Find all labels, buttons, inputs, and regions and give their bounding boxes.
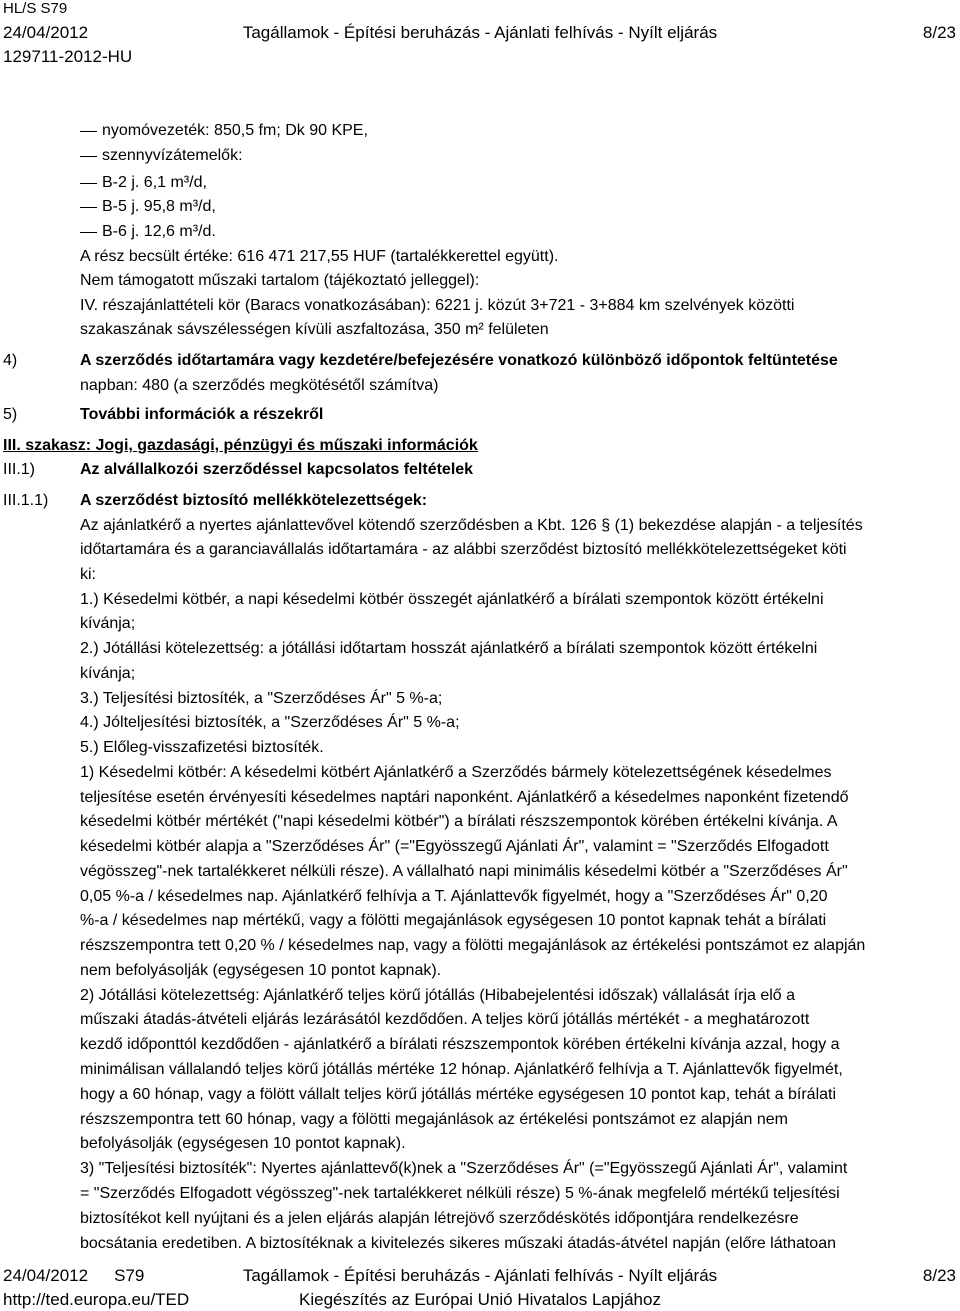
publication-badge: HL/S S79 xyxy=(3,0,68,17)
header-date: 24/04/2012 xyxy=(3,23,89,42)
text-line: bocsátania eredetiben. A biztosítéknak a kivitelezés sikeres műszaki átadás-átvétel napján (előre láthatoan xyxy=(80,1235,836,1252)
text-line: késedelmi kötbér mértékét ("napi késedelmi kötbér") a bírálati részszempontok körében értékelni kívánja. A xyxy=(80,813,838,830)
text-line: 2) Jótállási kötelezettség: Ajánlatkérő teljes körű jótállás (Hibabejelentési időszak) vállalását írja elő a xyxy=(80,987,796,1004)
text-line: 0,05 %-a / késedelmes nap. Ajánlatkérő felhívja a T. Ajánlattevők figyelmét, hogy a "Szerződéses Ár" 0,20 xyxy=(80,888,828,905)
list-item: B-5 j. 95,8 m³/d, xyxy=(102,198,216,215)
text-line: teljesítése esetén érvényesíti késedelmes naptári naponként. Ajánlatkérő a késedelmes naponként fizetendő xyxy=(80,789,849,806)
footer-date-text: 24/04/2012 xyxy=(3,1266,89,1285)
text-line: késedelmi kötbér alapja a "Szerződéses Ár" (="Egyösszegű Ajánlati Ár", valamint = "Szerződés Elfogadott xyxy=(80,838,829,855)
text-line: %-a / késedelmes nap mértékű, vagy a fölötti megajánlások egységesen 10 pontot kapnak tehát a bírálati xyxy=(80,912,827,929)
text-line: 3) "Teljesítési biztosíték": Nyertes ajánlattevő(k)nek a "Szerződéses Ár" (="Egyösszegű Ajánlati Ár", valamint xyxy=(80,1160,848,1177)
dash-marker xyxy=(80,232,97,233)
text-line: hogy a 60 hónap, vagy a fölött vállalt teljes körű jótállás mértéke egységesen 10 pontot kap, tehát a bírálati xyxy=(80,1086,837,1103)
item-heading: További információk a részekről xyxy=(80,406,324,423)
text-line: kívánja; xyxy=(80,615,136,632)
text-line: részszempontra tett 0,20 % / késedelmes nap, vagy a fölötti megajánlások az értékelési pontszámot ez alapján xyxy=(80,937,866,954)
text-line: műszaki átadás-átvételi eljárás lezárásától kezdődően. A teljes körű jótállás mértékét - a meghatározott xyxy=(80,1011,810,1028)
header-page-number: 8/23 xyxy=(922,23,956,42)
section-heading: III. szakasz: Jogi, gazdasági, pénzügyi és műszaki információk xyxy=(3,437,478,454)
text-line: IV. részajánlattételi kör (Baracs vonatkozásában): 6221 j. közút 3+721 - 3+884 km szelvények közötti xyxy=(80,297,795,314)
text-line: ki: xyxy=(80,566,96,583)
header-top-row xyxy=(0,0,960,20)
text-line: A rész becsült értéke: 616 471 217,55 HUF (tartalékkerettel együtt). xyxy=(80,248,559,265)
dash-marker xyxy=(80,156,97,157)
header-row xyxy=(0,22,960,44)
subsection-number: III.1) xyxy=(3,461,36,478)
footer-title: Tagállamok - Építési beruházás - Ajánlati felhívás - Nyílt eljárás xyxy=(242,1266,718,1285)
text-line: biztosítékot kell nyújtani és a jelen eljárás alapján létrejövő szerződéskötés időpontjára rendelkezésre xyxy=(80,1210,799,1227)
text-line: 4.) Jólteljesítési biztosíték, a "Szerződéses Ár" 5 %-a; xyxy=(80,714,460,731)
text-line: kívánja; xyxy=(80,665,136,682)
text-line: nem befolyásolják (egységesen 10 pontot kapnak). xyxy=(80,962,442,979)
text-line: Nem támogatott műszaki tartalom (tájékoztató jelleggel): xyxy=(80,272,480,289)
footer-publisher: Kiegészítés az Európai Unió Hivatalos Lapjához xyxy=(299,1290,661,1309)
item-number: 5) xyxy=(3,406,18,423)
list-item: nyomóvezeték: 850,5 fm; Dk 90 KPE, xyxy=(102,122,368,139)
footer-row xyxy=(0,1265,960,1287)
dash-marker xyxy=(80,183,97,184)
text-line: befolyásolják (egységesen 10 pontot kapnak). xyxy=(80,1135,406,1152)
item-heading: A szerződés időtartamára vagy kezdetére/befejezésére vonatkozó különböző időpontok feltüntetése xyxy=(80,352,838,369)
text-line: végösszeg"-nek tartalékkeret nélküli része). A vállalható napi minimális késedelmi kötbér a "Szerződéses Ár" xyxy=(80,863,848,880)
subsection-number: III.1.1) xyxy=(3,492,49,509)
text-line: = "Szerződés Elfogadott végösszeg"-nek tartalékkeret nélküli része) 5 %-ának megfelelő mértékű teljesítési xyxy=(80,1185,840,1202)
subsection-heading: A szerződést biztosító mellékkötelezettségek: xyxy=(80,492,428,509)
text-line: részszempontra tett 60 hónap, vagy a fölötti megajánlások az értékelési pontszámot ez alapján nem xyxy=(80,1111,788,1128)
dash-marker xyxy=(80,207,97,208)
footer-series: S79 xyxy=(114,1266,145,1285)
text-line: 5.) Előleg-visszafizetési biztosíték. xyxy=(80,739,324,756)
list-item: B-6 j. 12,6 m³/d. xyxy=(102,223,216,240)
subsection-heading: Az alvállalkozói szerződéssel kapcsolatos feltételek xyxy=(80,461,474,478)
text-line: kezdő időponttól kezdődően - ajánlatkérő a bírálati részszempontok körében értékelni kívánja azzal, hogy a xyxy=(80,1036,840,1053)
text-line: szakaszának sávszélességen kívüli aszfaltozása, 350 m² felületen xyxy=(80,321,549,338)
footer-page-number: 8/23 xyxy=(922,1266,956,1285)
header-id-row xyxy=(0,46,960,68)
text-line: 1.) Késedelmi kötbér, a napi késedelmi kötbér összegét ajánlatkérő a bírálati szempontok között értékelni xyxy=(80,591,824,608)
text-line: 1) Késedelmi kötbér: A késedelmi kötbért Ajánlatkérő a Szerződés bármely kötelezettségének késedelmes xyxy=(80,764,832,781)
text-line: minimálisan vállalandó teljes körű jótállás mértéke 12 hónap. Ajánlatkérő felhívja a T. Ajánlattevők figyelmét, xyxy=(80,1061,843,1078)
footer-url-link[interactable]: http://ted.europa.eu/TED xyxy=(3,1290,190,1309)
list-item: B-2 j. 6,1 m³/d, xyxy=(102,174,207,191)
text-line: időtartamára és a garanciavállalás időtartamára - az alábbi szerződést biztosító mellékkötelezettségeket köti xyxy=(80,541,847,558)
text-line: 3.) Teljesítési biztosíték, a "Szerződéses Ár" 5 %-a; xyxy=(80,690,443,707)
footer-link-row xyxy=(0,1289,960,1311)
text-line: napban: 480 (a szerződés megkötésétől számítva) xyxy=(80,377,439,394)
item-number: 4) xyxy=(3,352,18,369)
list-item: szennyvízátemelők: xyxy=(102,147,243,164)
text-line: Az ajánlatkérő a nyertes ajánlattevővel kötendő szerződésben a Kbt. 126 § (1) bekezdése alapján - a teljesítés xyxy=(80,517,863,534)
text-line: 2.) Jótállási kötelezettség: a jótállási időtartam hosszát ajánlatkérő a bírálati szempontok között értékelni xyxy=(80,640,818,657)
dash-marker xyxy=(80,131,97,132)
document-id: 129711-2012-HU xyxy=(3,47,133,66)
header-title: Tagállamok - Építési beruházás - Ajánlati felhívás - Nyílt eljárás xyxy=(242,23,718,42)
